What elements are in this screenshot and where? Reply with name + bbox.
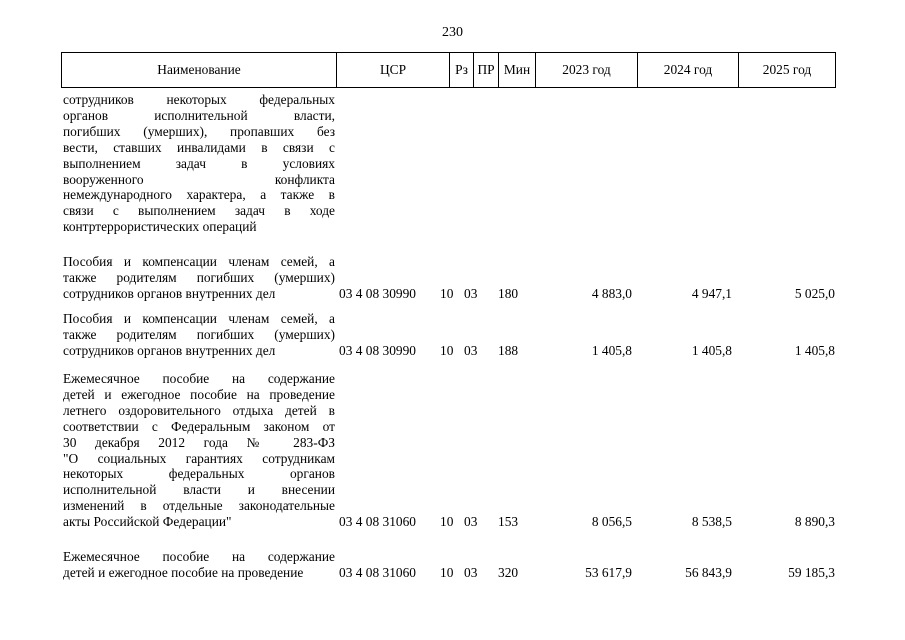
header-pr: ПР [474, 53, 499, 87]
name-line: также родителям погибших (умерших) [63, 269, 335, 285]
cell-2024: 56 843,9 [685, 565, 732, 581]
cell-pr: 03 [464, 343, 478, 359]
row-name [63, 371, 335, 530]
cell-csr: 03 4 08 30990 [339, 286, 416, 302]
page-number: 230 [442, 25, 463, 40]
cell-rz: 10 [440, 343, 454, 359]
name-line: Ежемесячное пособие на содержание [63, 371, 335, 386]
name-line: сотрудников некоторых федеральных [63, 92, 335, 107]
header-min: Мин [499, 53, 536, 87]
name-line: Ежемесячное пособие на содержание [63, 549, 335, 564]
cell-2024: 1 405,8 [691, 343, 732, 359]
cell-pr: 03 [464, 286, 478, 302]
cell-csr: 03 4 08 31060 [339, 514, 416, 530]
cell-min: 153 [498, 514, 519, 530]
name-line: Пособия и компенсации членам семей, а [63, 254, 335, 269]
name-line: вооруженного конфликта [63, 171, 335, 187]
header-csr: ЦСР [337, 53, 450, 87]
header-2024: 2024 год [638, 53, 739, 87]
header-name: Наименование [62, 53, 337, 87]
name-line: детей и ежегодное пособие на проведение [63, 564, 304, 580]
header-rz: Рз [450, 53, 474, 87]
row-name [63, 254, 335, 302]
name-line: вести, ставших инвалидами в связи с [63, 139, 335, 155]
cell-pr: 03 [464, 514, 478, 530]
table-row [0, 92, 905, 235]
cell-pr: 03 [464, 565, 478, 581]
name-line: погибших (умерших), пропавших без [63, 123, 335, 139]
cell-rz: 10 [440, 565, 454, 581]
name-line: акты Российской Федерации" [63, 514, 232, 530]
table-row [0, 371, 905, 530]
cell-rz: 10 [440, 514, 454, 530]
cell-2023: 4 883,0 [591, 286, 632, 302]
name-line: Пособия и компенсации членам семей, а [63, 311, 335, 326]
table-row [0, 254, 905, 302]
name-line: немеждународного характера, а также в [63, 187, 335, 203]
cell-2025: 8 890,3 [794, 514, 835, 530]
cell-rz: 10 [440, 286, 454, 302]
name-line: 30 декабря 2012 года № 283-ФЗ [63, 434, 335, 450]
cell-2025: 59 185,3 [788, 565, 835, 581]
name-line: также родителям погибших (умерших) [63, 326, 335, 342]
table-header [61, 52, 836, 88]
cell-2024: 4 947,1 [691, 286, 732, 302]
name-line: некоторых федеральных органов [63, 466, 335, 482]
cell-2024: 8 538,5 [691, 514, 732, 530]
header-2023: 2023 год [536, 53, 638, 87]
table-row [0, 549, 905, 581]
name-line: "О социальных гарантиях сотрудникам [63, 450, 335, 466]
cell-2025: 5 025,0 [794, 286, 835, 302]
name-line: изменений в отдельные законодательные [63, 498, 335, 514]
cell-csr: 03 4 08 30990 [339, 343, 416, 359]
name-line: выполнением задач в условиях [63, 155, 335, 171]
name-line: сотрудников органов внутренних дел [63, 285, 276, 301]
cell-2023: 8 056,5 [591, 514, 632, 530]
table-row [0, 311, 905, 359]
cell-2023: 53 617,9 [585, 565, 632, 581]
cell-min: 188 [498, 343, 519, 359]
cell-csr: 03 4 08 31060 [339, 565, 416, 581]
name-line: контртеррористических операций [63, 219, 257, 235]
cell-2023: 1 405,8 [591, 343, 632, 359]
row-name [63, 311, 335, 359]
row-name [63, 92, 335, 235]
row-name [63, 549, 335, 581]
cell-min: 180 [498, 286, 519, 302]
cell-min: 320 [498, 565, 519, 581]
cell-2025: 1 405,8 [794, 343, 835, 359]
name-line: связи с выполнением задач в ходе [63, 203, 335, 219]
name-line: детей и ежегодное пособие на проведение [63, 386, 335, 402]
name-line: органов исполнительной власти, [63, 107, 335, 123]
name-line: соответствии с Федеральным законом от [63, 418, 335, 434]
name-line: летнего оздоровительного отдыха детей в [63, 402, 335, 418]
name-line: сотрудников органов внутренних дел [63, 342, 276, 358]
name-line: исполнительной власти и внесении [63, 482, 335, 498]
header-2025: 2025 год [762, 62, 812, 77]
